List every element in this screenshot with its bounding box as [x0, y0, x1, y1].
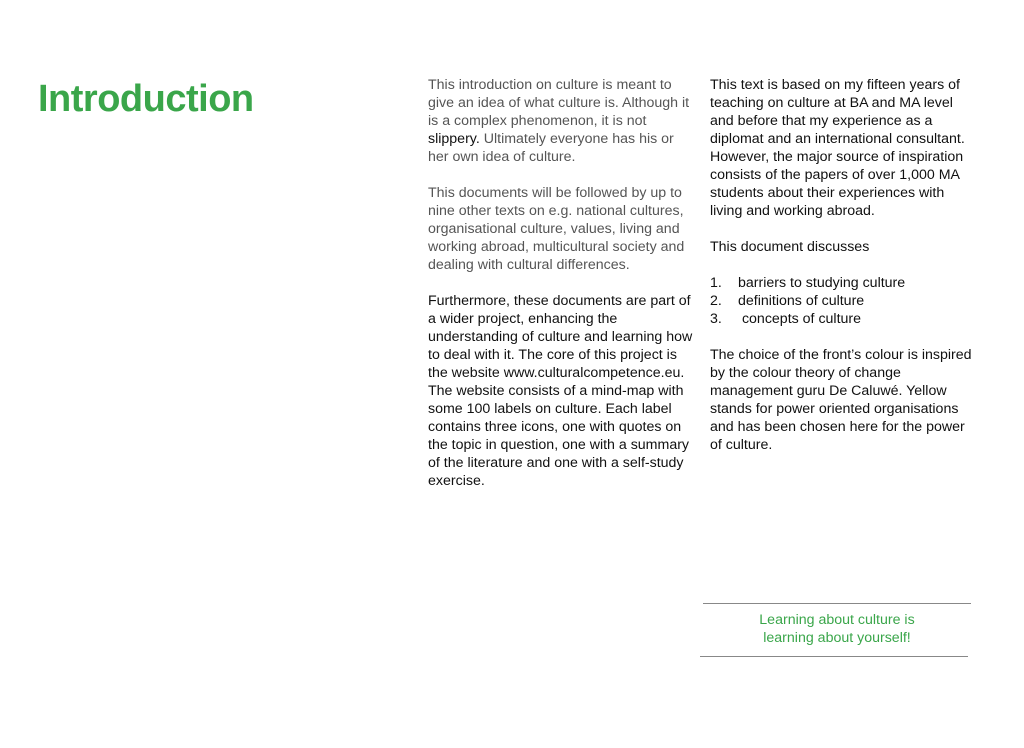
list-item — [710, 310, 978, 328]
discussion-block — [710, 238, 978, 256]
list-item — [710, 292, 978, 310]
tagline — [703, 611, 971, 647]
intro-paragraph-1-part-c: Ultimately everyone has his or her own idea of culture. — [428, 131, 674, 165]
tagline-top-divider — [703, 603, 971, 604]
tagline-bottom-divider — [700, 656, 968, 657]
intro-paragraph-1-highlight: slippery. — [428, 131, 480, 147]
list-item-text: barriers to studying culture — [738, 275, 906, 291]
intro-paragraph-2: This documents will be followed by up to nine other texts on e.g. national cultures, organisational culture, values, living and working abroad, multicultural society and dealing with cultural differences. — [428, 185, 685, 273]
intro-column-left — [428, 76, 696, 508]
intro-paragraph-1-part-a: This introduction on culture is meant to give an idea of what culture is. Although it is a complex phenomenon, it is not — [428, 77, 690, 129]
list-item — [710, 274, 978, 292]
tagline-line-2: learning about yourself! — [763, 630, 911, 646]
list-intro: This document discusses — [710, 239, 870, 255]
colour-paragraph: The choice of the front’s colour is inspired by the colour theory of change management guru De Caluwé. Yellow stands for power oriented organisations and has been chosen here for the power of culture. — [710, 347, 972, 453]
list-item-number: 1. — [710, 275, 722, 291]
list-item-text: definitions of culture — [738, 293, 865, 309]
list-item-number: 3. — [710, 311, 722, 327]
background-paragraph: This text is based on my fifteen years of teaching on culture at BA and MA level and before that my experience as a diplomat and an international consultant. However, the major source of inspiration consists of the papers of over 1,000 MA students about their experiences with living and working abroad. — [710, 77, 965, 219]
topics-list — [710, 274, 978, 328]
intro-paragraph-1 — [428, 76, 696, 166]
intro-column-right — [710, 76, 978, 472]
tagline-line-1: Learning about culture is — [759, 612, 915, 628]
list-item-number: 2. — [710, 293, 722, 309]
intro-paragraph-3: Furthermore, these documents are part of a wider project, enhancing the understanding of culture and learning how to deal with it. The core of this project is the website www.culturalcompetence.eu. The website consists of a mind-map with some 100 labels on culture. Each label contains three icons, one with quotes on the topic in question, one with a summary of the literature and one with a self-study exercise. — [428, 293, 693, 489]
page-title: Introduction — [38, 78, 254, 120]
list-item-text: concepts of culture — [738, 311, 862, 327]
